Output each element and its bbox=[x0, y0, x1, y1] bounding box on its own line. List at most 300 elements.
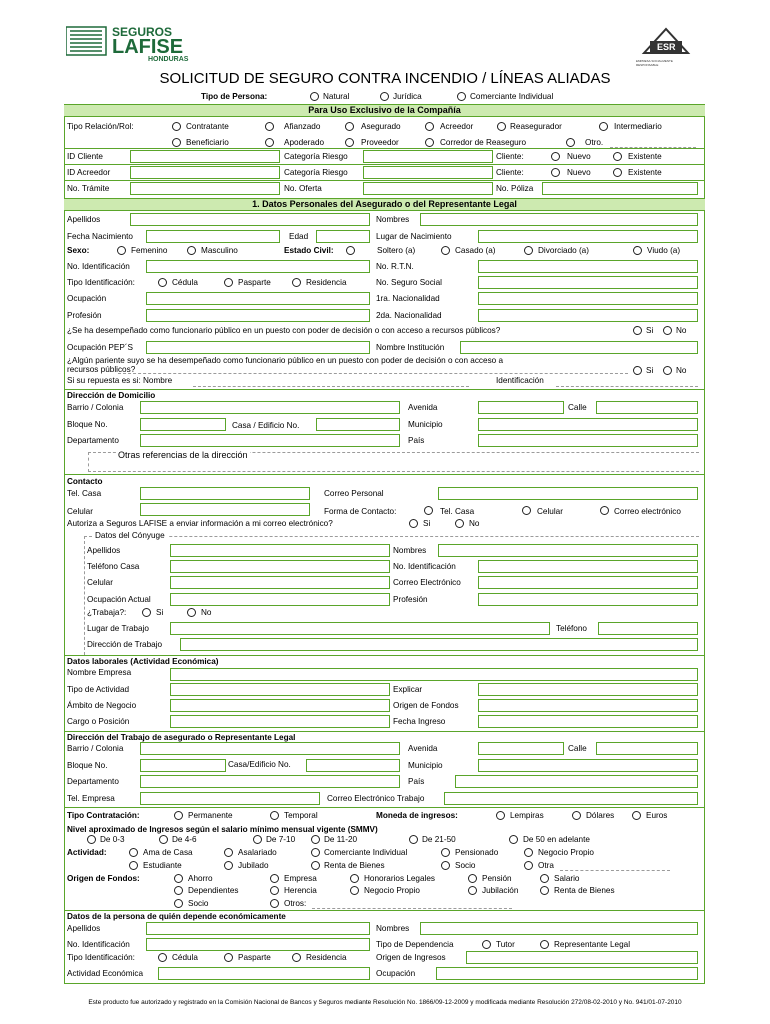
femenino-label: Femenino bbox=[131, 246, 168, 255]
act-ama-label: Ama de Casa bbox=[143, 848, 193, 857]
tel-empresa-label: Tel. Empresa bbox=[67, 794, 115, 803]
or-pension-radio[interactable] bbox=[468, 874, 477, 883]
cliente2-label: Cliente: bbox=[496, 168, 524, 177]
pariente-si-label: Si bbox=[646, 366, 654, 375]
afianzado-radio[interactable] bbox=[265, 122, 274, 131]
dom-avenida-label: Avenida bbox=[408, 403, 438, 412]
residencia-label: Residencia bbox=[306, 278, 347, 287]
dep-origen-label: Origen de Ingresos bbox=[376, 953, 446, 962]
reasegurador-label: Reasegurador bbox=[510, 122, 562, 131]
cy-ocupacion-input[interactable] bbox=[170, 593, 390, 606]
rango-1-radio[interactable] bbox=[159, 835, 168, 844]
act-jubilado-label: Jubilado bbox=[238, 861, 269, 870]
contratante-radio[interactable] bbox=[172, 122, 181, 131]
no-rtn-label: No. R.T.N. bbox=[376, 262, 414, 271]
pep-no-label: No bbox=[676, 326, 687, 335]
apoderado-radio[interactable] bbox=[265, 138, 274, 147]
forma-correo-label: Correo electrónico bbox=[614, 507, 681, 516]
or-otros-label: Otros: bbox=[284, 899, 307, 908]
tr-pais-label: País bbox=[408, 777, 425, 786]
esr-logo bbox=[636, 25, 696, 65]
existente2-radio[interactable] bbox=[613, 168, 622, 177]
act-asalariado-radio[interactable] bbox=[224, 848, 233, 857]
tipo-act-label: Tipo de Actividad bbox=[67, 685, 130, 694]
dom-pais-label: País bbox=[408, 436, 425, 445]
fecha-nac-input[interactable] bbox=[146, 230, 280, 243]
tr-barrio-label: Barrio / Colonia bbox=[67, 744, 124, 753]
forma-cel-radio[interactable] bbox=[522, 506, 531, 515]
nacionalidad2-label: 2da. Nacionalidad bbox=[376, 311, 442, 320]
dep-cedula-radio[interactable] bbox=[158, 953, 167, 962]
divider bbox=[64, 655, 705, 656]
act-otra-radio[interactable] bbox=[524, 861, 533, 870]
company-band: Para Uso Exclusivo de la Compañía bbox=[64, 104, 705, 117]
cy-trabaja-no-radio[interactable] bbox=[187, 608, 196, 617]
otro-radio[interactable] bbox=[566, 138, 575, 147]
or-salario-radio[interactable] bbox=[540, 874, 549, 883]
dom-avenida-input[interactable] bbox=[478, 401, 564, 414]
no-rtn-input[interactable] bbox=[478, 260, 698, 273]
act-asalariado-label: Asalariado bbox=[238, 848, 277, 857]
pariente-question-cont: recursos públicos? bbox=[67, 365, 136, 374]
acreedor-label: Acreedor bbox=[440, 122, 474, 131]
dep-residencia-radio[interactable] bbox=[292, 953, 301, 962]
cy-nombres-label: Nombres bbox=[393, 546, 427, 555]
no-oferta-label: No. Oferta bbox=[284, 184, 322, 193]
lugar-nac-label: Lugar de Nacimiento bbox=[376, 232, 452, 241]
tr-barrio-input[interactable] bbox=[140, 742, 400, 755]
act-jubilado-radio[interactable] bbox=[224, 861, 233, 870]
dep-apellidos-label: Apellidos bbox=[67, 924, 101, 933]
dom-calle-input[interactable] bbox=[596, 401, 698, 414]
dom-departamento-input[interactable] bbox=[140, 434, 400, 447]
or-honorarios-radio[interactable] bbox=[350, 874, 359, 883]
dom-casa-input[interactable] bbox=[316, 418, 400, 431]
sexo-label: Sexo: bbox=[67, 246, 90, 255]
nacionalidad1-label: 1ra. Nacionalidad bbox=[376, 294, 440, 303]
divider bbox=[118, 373, 628, 374]
dom-bloque-input[interactable] bbox=[140, 418, 226, 431]
ocupacion-pep-input[interactable] bbox=[146, 341, 370, 354]
id-acreedor-input[interactable] bbox=[130, 166, 280, 179]
rango-2-radio[interactable] bbox=[253, 835, 262, 844]
tr-municipio-label: Municipio bbox=[408, 761, 443, 770]
rep-legal-label: Representante Legal bbox=[554, 940, 631, 949]
dom-departamento-label: Departamento bbox=[67, 436, 119, 445]
or-socio-radio[interactable] bbox=[174, 899, 183, 908]
or-herencia-radio[interactable] bbox=[270, 886, 279, 895]
divider bbox=[64, 164, 705, 165]
euros-label: Euros bbox=[646, 811, 668, 820]
ambito-label: Ámbito de Negocio bbox=[67, 701, 137, 710]
dom-pais-input[interactable] bbox=[478, 434, 698, 447]
euros-radio[interactable] bbox=[632, 811, 641, 820]
tr-bloque-input[interactable] bbox=[140, 759, 226, 772]
cy-apellidos-label: Apellidos bbox=[87, 546, 121, 555]
dom-municipio-input[interactable] bbox=[478, 418, 698, 431]
footer-legal: Este producto fue autorizado y registrado en la Comisión Nacional de Bancos y Seguros mediante Resolución No. 1866/09-12-2009 y modificada mediante Resolución 272/08-02-2010 y No. 941/01-07-2010 bbox=[88, 999, 682, 1006]
masculino-label: Masculino bbox=[201, 246, 238, 255]
divider bbox=[64, 474, 705, 475]
forma-correo-radio[interactable] bbox=[600, 506, 609, 515]
cedula-label: Cédula bbox=[172, 278, 198, 287]
estado-civil-label: Estado Civil: bbox=[284, 246, 334, 255]
residencia-radio[interactable] bbox=[292, 278, 301, 287]
permanente-radio[interactable] bbox=[174, 811, 183, 820]
comerciante-radio[interactable] bbox=[457, 92, 466, 101]
celular-label: Celular bbox=[67, 507, 93, 516]
cy-telefono-input[interactable] bbox=[598, 622, 698, 635]
cy-celular-input[interactable] bbox=[170, 576, 390, 589]
dep-tipo-id-label: Tipo Identificación: bbox=[67, 953, 135, 962]
dolares-label: Dólares bbox=[586, 811, 615, 820]
autoriza-no-label: No bbox=[469, 519, 480, 528]
nombres-label: Nombres bbox=[376, 215, 410, 224]
dep-nombres-input[interactable] bbox=[420, 922, 698, 935]
cy-lugar-input[interactable] bbox=[170, 622, 550, 635]
cy-trabaja-label: ¿Trabaja?: bbox=[87, 608, 127, 617]
apoderado-label: Apoderado bbox=[284, 138, 325, 147]
natural-label: Natural bbox=[323, 92, 350, 101]
tr-departamento-label: Departamento bbox=[67, 777, 119, 786]
dolares-radio[interactable] bbox=[572, 811, 581, 820]
frame-bottom bbox=[64, 983, 705, 984]
dep-ocupacion-label: Ocupación bbox=[376, 969, 416, 978]
fecha-ingreso-input[interactable] bbox=[478, 715, 698, 728]
cy-dir-input[interactable] bbox=[180, 638, 698, 651]
tr-municipio-input[interactable] bbox=[478, 759, 698, 772]
pep-si-radio[interactable] bbox=[633, 326, 642, 335]
pariente-si-radio[interactable] bbox=[633, 366, 642, 375]
celular-input[interactable] bbox=[140, 503, 310, 516]
asegurado-radio[interactable] bbox=[345, 122, 354, 131]
pasaporte-label: Pasparte bbox=[238, 278, 271, 287]
or-dependientes-radio[interactable] bbox=[174, 886, 183, 895]
or-ahorro-label: Ahorro bbox=[188, 874, 213, 883]
dom-casa-label: Casa / Edificio No. bbox=[232, 421, 300, 430]
tel-empresa-input[interactable] bbox=[140, 792, 320, 805]
rango-0-label: De 0-3 bbox=[100, 835, 125, 844]
or-jubilacion-radio[interactable] bbox=[468, 886, 477, 895]
laborales-title: Datos laborales (Actividad Económica) bbox=[67, 657, 219, 666]
cy-trabaja-si-label: Si bbox=[156, 608, 164, 617]
fecha-nac-label: Fecha Nacimiento bbox=[67, 232, 133, 241]
id-cliente-input[interactable] bbox=[130, 150, 280, 163]
tipo-id-label: Tipo Identificación: bbox=[67, 278, 135, 287]
rango-3-label: De 11-20 bbox=[324, 835, 358, 844]
act-comerciante-label: Comerciante Individual bbox=[324, 848, 408, 857]
actividad-label: Actividad: bbox=[67, 848, 107, 857]
tr-calle-input[interactable] bbox=[596, 742, 698, 755]
lafise-logo bbox=[66, 25, 206, 63]
dom-calle-label: Calle bbox=[568, 403, 587, 412]
origen-fondos-input[interactable] bbox=[478, 699, 698, 712]
categoria-riesgo2-input[interactable] bbox=[363, 166, 493, 179]
nombre-inst-label: Nombre Institución bbox=[376, 343, 445, 352]
identificacion-line[interactable] bbox=[556, 386, 698, 387]
tr-bloque-label: Bloque No. bbox=[67, 761, 108, 770]
id-cliente-label: ID Cliente bbox=[67, 152, 103, 161]
no-id-input[interactable] bbox=[146, 260, 370, 273]
act-pensionado-label: Pensionado bbox=[455, 848, 499, 857]
temporal-label: Temporal bbox=[284, 811, 318, 820]
no-tramite-label: No. Trámite bbox=[67, 184, 110, 193]
masculino-radio[interactable] bbox=[187, 246, 196, 255]
dep-pasaporte-label: Pasparte bbox=[238, 953, 271, 962]
nuevo2-radio[interactable] bbox=[551, 168, 560, 177]
edad-label: Edad bbox=[289, 232, 309, 241]
empresa-input[interactable] bbox=[170, 668, 698, 681]
rango-2-label: De 7-10 bbox=[266, 835, 296, 844]
autoriza-si-radio[interactable] bbox=[409, 519, 418, 528]
contratante-label: Contratante bbox=[186, 122, 229, 131]
tr-casa-label: Casa/Edificio No. bbox=[228, 760, 291, 769]
conyuge-title: Datos del Cónyuge bbox=[92, 531, 168, 541]
cy-nombres-input[interactable] bbox=[438, 544, 698, 557]
no-seguro-label: No. Seguro Social bbox=[376, 278, 442, 287]
or-negocio-label: Negocio Propio bbox=[364, 886, 420, 895]
contacto-title: Contacto bbox=[67, 477, 103, 486]
nombres-input[interactable] bbox=[420, 213, 698, 226]
no-tramite-input[interactable] bbox=[130, 182, 280, 195]
pep-no-radio[interactable] bbox=[663, 326, 672, 335]
act-renta-radio[interactable] bbox=[311, 861, 320, 870]
intermediario-label: Intermediario bbox=[614, 122, 662, 131]
rango-0-radio[interactable] bbox=[87, 835, 96, 844]
rango-4-radio[interactable] bbox=[409, 835, 418, 844]
act-renta-label: Renta de Bienes bbox=[324, 861, 385, 870]
rango-4-label: De 21-50 bbox=[422, 835, 456, 844]
nacionalidad1-input[interactable] bbox=[478, 292, 698, 305]
divorciado-radio[interactable] bbox=[524, 246, 533, 255]
nuevo2-label: Nuevo bbox=[567, 168, 591, 177]
identificacion-label: Identificación bbox=[496, 376, 544, 385]
correo-trabajo-label: Correo Electrónico Trabajo bbox=[327, 794, 425, 803]
acreedor-radio[interactable] bbox=[425, 122, 434, 131]
cy-profesion-input[interactable] bbox=[478, 593, 698, 606]
reasegurador-radio[interactable] bbox=[497, 122, 506, 131]
rango-1-label: De 4-6 bbox=[172, 835, 197, 844]
tipo-dependencia-label: Tipo de Dependencia bbox=[376, 940, 454, 949]
id-acreedor-label: ID Acreedor bbox=[67, 168, 111, 177]
or-jubilacion-label: Jubilación bbox=[482, 886, 519, 895]
tr-departamento-input[interactable] bbox=[140, 775, 400, 788]
ambito-input[interactable] bbox=[170, 699, 390, 712]
dep-pasaporte-radio[interactable] bbox=[224, 953, 233, 962]
forma-tel-label: Tel. Casa bbox=[440, 507, 475, 516]
existente-label: Existente bbox=[628, 152, 662, 161]
cy-id-label: No. Identificación bbox=[393, 562, 456, 571]
divider bbox=[64, 148, 705, 149]
nuevo-radio[interactable] bbox=[551, 152, 560, 161]
fecha-ingreso-label: Fecha Ingreso bbox=[393, 717, 446, 726]
or-salario-label: Salario bbox=[554, 874, 580, 883]
tutor-radio[interactable] bbox=[482, 940, 491, 949]
dep-apellidos-input[interactable] bbox=[146, 922, 370, 935]
apellidos-input[interactable] bbox=[130, 213, 370, 226]
section1-band: 1. Datos Personales del Asegurado o del Representante Legal bbox=[64, 198, 705, 211]
act-pensionado-radio[interactable] bbox=[441, 848, 450, 857]
tutor-label: Tutor bbox=[496, 940, 515, 949]
dep-actividad-label: Actividad Económica bbox=[67, 969, 143, 978]
apellidos-label: Apellidos bbox=[67, 215, 101, 224]
cy-trabaja-no-label: No bbox=[201, 608, 212, 617]
intermediario-radio[interactable] bbox=[599, 122, 608, 131]
profesion-input[interactable] bbox=[146, 309, 370, 322]
tr-casa-input[interactable] bbox=[306, 759, 400, 772]
tr-avenida-input[interactable] bbox=[478, 742, 564, 755]
no-poliza-label: No. Póliza bbox=[496, 184, 534, 193]
dep-origen-input[interactable] bbox=[466, 951, 698, 964]
viudo-radio[interactable] bbox=[633, 246, 642, 255]
brand-country: HONDURAS bbox=[148, 56, 189, 63]
dom-bloque-label: Bloque No. bbox=[67, 420, 108, 429]
no-id-label: No. Identificación bbox=[67, 262, 130, 271]
act-negocio-radio[interactable] bbox=[524, 848, 533, 857]
dep-actividad-input[interactable] bbox=[158, 967, 370, 980]
or-ahorro-radio[interactable] bbox=[174, 874, 183, 883]
dom-municipio-label: Municipio bbox=[408, 420, 443, 429]
no-seguro-input[interactable] bbox=[478, 276, 698, 289]
explicar-label: Explicar bbox=[393, 685, 423, 694]
act-otra-line[interactable] bbox=[560, 870, 670, 871]
dep-residencia-label: Residencia bbox=[306, 953, 347, 962]
cy-trabaja-si-radio[interactable] bbox=[142, 608, 151, 617]
nacionalidad2-input[interactable] bbox=[478, 309, 698, 322]
cargo-label: Cargo o Posición bbox=[67, 717, 130, 726]
act-ama-radio[interactable] bbox=[129, 848, 138, 857]
categoria-riesgo-input[interactable] bbox=[363, 150, 493, 163]
existente-radio[interactable] bbox=[613, 152, 622, 161]
cy-tel-input[interactable] bbox=[170, 560, 390, 573]
femenino-radio[interactable] bbox=[117, 246, 126, 255]
cy-correo-label: Correo Electrónico bbox=[393, 578, 461, 587]
rango-5-radio[interactable] bbox=[509, 835, 518, 844]
or-otros-line[interactable] bbox=[312, 908, 512, 909]
or-renta-radio[interactable] bbox=[540, 886, 549, 895]
soltero-label: Soltero (a) bbox=[377, 246, 416, 255]
afianzado-label: Afianzado bbox=[284, 122, 321, 131]
divider bbox=[64, 910, 705, 911]
cargo-input[interactable] bbox=[170, 715, 390, 728]
or-empresa-radio[interactable] bbox=[270, 874, 279, 883]
act-otra-label: Otra bbox=[538, 861, 554, 870]
correo-personal-input[interactable] bbox=[438, 487, 698, 500]
or-herencia-label: Herencia bbox=[284, 886, 317, 895]
rep-legal-radio[interactable] bbox=[540, 940, 549, 949]
cy-apellidos-input[interactable] bbox=[170, 544, 390, 557]
cedula-radio[interactable] bbox=[158, 278, 167, 287]
cy-tel-label: Teléfono Casa bbox=[87, 562, 140, 571]
act-socio-label: Socio bbox=[455, 861, 476, 870]
tipo-act-input[interactable] bbox=[170, 683, 390, 696]
forma-contacto-label: Forma de Contacto: bbox=[324, 507, 397, 516]
beneficiario-radio[interactable] bbox=[172, 138, 181, 147]
act-estudiante-radio[interactable] bbox=[129, 861, 138, 870]
or-honorarios-label: Honorarios Legales bbox=[364, 874, 436, 883]
casado-radio[interactable] bbox=[441, 246, 450, 255]
dep-nombres-label: Nombres bbox=[376, 924, 410, 933]
pariente-no-radio[interactable] bbox=[663, 366, 672, 375]
cy-id-input[interactable] bbox=[478, 560, 698, 573]
proveedor-radio[interactable] bbox=[345, 138, 354, 147]
forma-tel-radio[interactable] bbox=[424, 506, 433, 515]
frame-right bbox=[704, 104, 705, 984]
tr-pais-input[interactable] bbox=[455, 775, 698, 788]
nombre-inst-input[interactable] bbox=[460, 341, 698, 354]
origen-fondos-label: Origen de Fondos bbox=[393, 701, 459, 710]
si-nombre-label: Si su repuesta es si: Nombre bbox=[67, 376, 173, 385]
dep-ocupacion-input[interactable] bbox=[436, 967, 698, 980]
pasaporte-radio[interactable] bbox=[224, 278, 233, 287]
tel-casa-label: Tel. Casa bbox=[67, 489, 102, 498]
soltero-radio[interactable] bbox=[346, 246, 355, 255]
casado-label: Casado (a) bbox=[455, 246, 496, 255]
or-negocio-radio[interactable] bbox=[350, 886, 359, 895]
or-otros-radio[interactable] bbox=[270, 899, 279, 908]
pep-si-label: Si bbox=[646, 326, 654, 335]
comerciante-label: Comerciante Individual bbox=[470, 92, 554, 101]
dep-id-label: No. Identificación bbox=[67, 940, 130, 949]
origen-label: Origen de Fondos: bbox=[67, 874, 140, 883]
tel-casa-input[interactable] bbox=[140, 487, 310, 500]
categoria-riesgo2-label: Categoría Riesgo bbox=[284, 168, 348, 177]
lugar-nac-input[interactable] bbox=[478, 230, 698, 243]
corredor-label: Corredor de Reaseguro bbox=[440, 138, 527, 147]
rango-3-radio[interactable] bbox=[311, 835, 320, 844]
asegurado-label: Asegurado bbox=[361, 122, 401, 131]
or-pension-label: Pensión bbox=[482, 874, 512, 883]
ocupacion-input[interactable] bbox=[146, 292, 370, 305]
nuevo-label: Nuevo bbox=[567, 152, 591, 161]
autoriza-label: Autoriza a Seguros LAFISE a enviar información a mi correo electrónico? bbox=[67, 519, 333, 528]
act-socio-radio[interactable] bbox=[441, 861, 450, 870]
ocupacion-label: Ocupación bbox=[67, 294, 107, 303]
act-comerciante-radio[interactable] bbox=[311, 848, 320, 857]
brand-main: LAFISE bbox=[112, 36, 184, 58]
correo-trabajo-input[interactable] bbox=[444, 792, 698, 805]
si-nombre-line[interactable] bbox=[193, 386, 469, 387]
esr-text: ESR bbox=[657, 42, 676, 52]
autoriza-no-radio[interactable] bbox=[455, 519, 464, 528]
edad-input[interactable] bbox=[316, 230, 370, 243]
no-poliza-input[interactable] bbox=[542, 182, 698, 195]
natural-radio[interactable] bbox=[310, 92, 319, 101]
cy-correo-input[interactable] bbox=[478, 576, 698, 589]
dep-id-input[interactable] bbox=[146, 938, 370, 951]
explicar-input[interactable] bbox=[478, 683, 698, 696]
divider bbox=[64, 389, 705, 390]
ocupacion-pep-label: Ocupación PEP´S bbox=[67, 343, 133, 352]
corredor-radio[interactable] bbox=[425, 138, 434, 147]
or-empresa-label: Empresa bbox=[284, 874, 317, 883]
esr-caption: EMPRESA SOCIALMENTE RESPONSABLE bbox=[636, 59, 673, 67]
profesion-label: Profesión bbox=[67, 311, 102, 320]
cliente-label: Cliente: bbox=[496, 152, 524, 161]
juridica-radio[interactable] bbox=[380, 92, 389, 101]
no-oferta-input[interactable] bbox=[363, 182, 493, 195]
act-estudiante-label: Estudiante bbox=[143, 861, 182, 870]
divider bbox=[64, 180, 705, 181]
cy-profesion-label: Profesión bbox=[393, 595, 428, 604]
categoria-riesgo-label: Categoría Riesgo bbox=[284, 152, 348, 161]
temporal-radio[interactable] bbox=[270, 811, 279, 820]
dep-cedula-label: Cédula bbox=[172, 953, 198, 962]
tr-avenida-label: Avenida bbox=[408, 744, 438, 753]
lempiras-radio[interactable] bbox=[496, 811, 505, 820]
cy-ocupacion-label: Ocupación Actual bbox=[87, 595, 151, 604]
dom-barrio-input[interactable] bbox=[140, 401, 400, 414]
